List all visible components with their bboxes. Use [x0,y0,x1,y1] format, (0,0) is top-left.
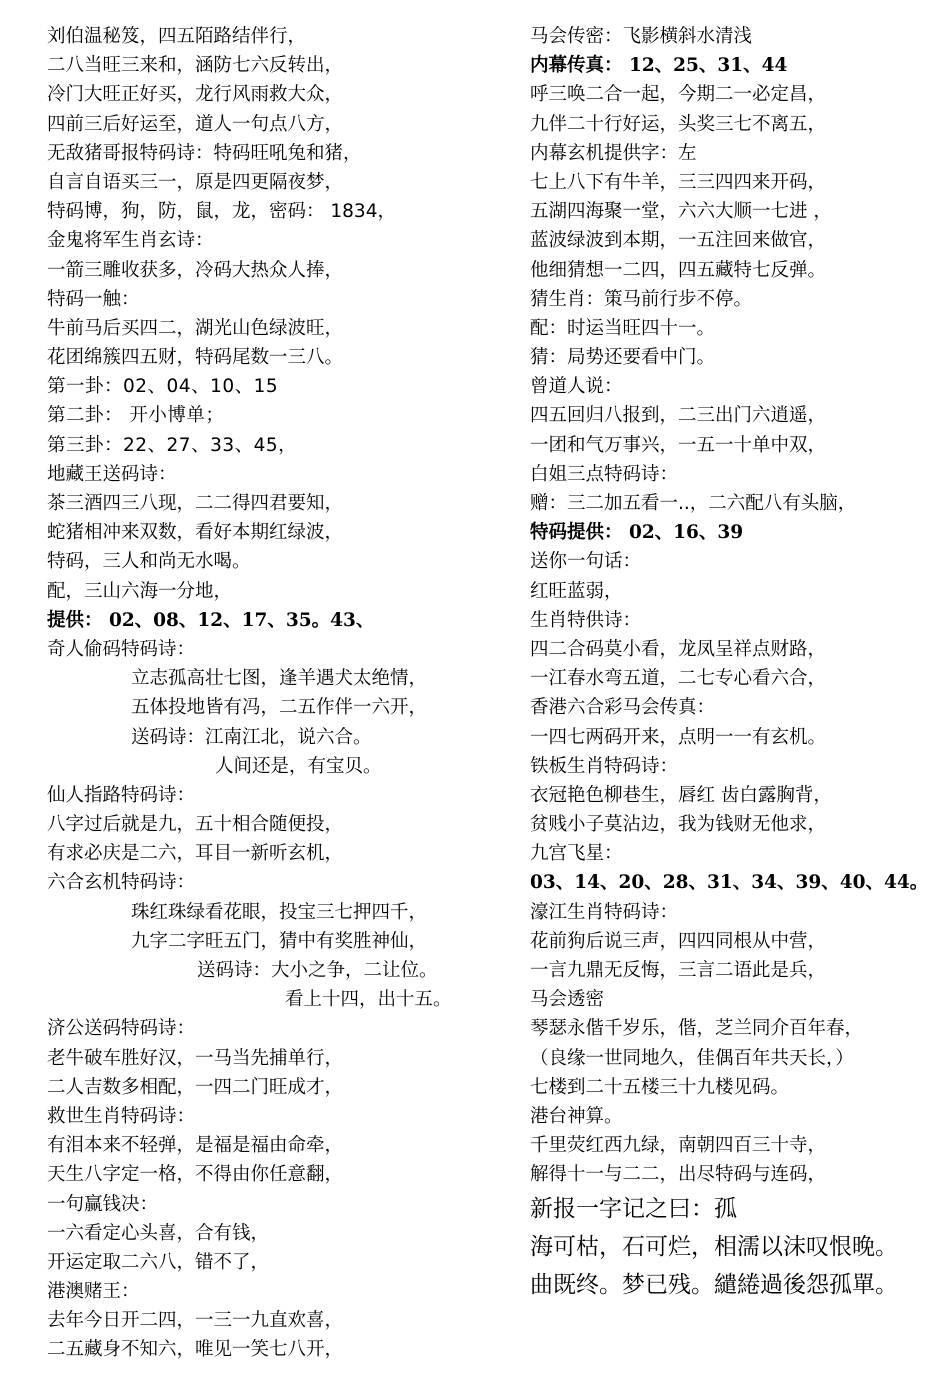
text-line: 冷门大旺正好买，龙行风雨救大众， [47,84,344,106]
text-line: 海可枯，石可烂，相濡以沫叹恨晚。 [530,1233,898,1260]
text-line: 特码，三人和尚无水喝。 [47,551,251,573]
section-heading: 濠江生肖特码诗： [530,901,679,923]
text-line: 送码诗：江南江北，说六合。 [131,726,372,748]
text-line: 赠：三二加五看一..，二六配八有头脑， [530,493,857,514]
text-line: 解得十一与二二，出尽特码与连码， [530,1164,827,1186]
text-line: 曲既终。梦已残。繾綣過後怨孤單。 [530,1271,898,1298]
section-heading: 马会透密 [530,989,605,1011]
text-line: 七上八下有牛羊，三三四四来开码， [530,171,827,193]
section-heading: 香港六合彩马会传真： [530,697,716,719]
text-line: 送码诗：大小之争，二让位。 [197,960,438,981]
text-line: 八字过后就是九，五十相合随便投， [47,814,344,836]
text-line: 蓝波绿波到本期，一五注回来做官， [530,230,827,252]
section-heading: 生肖特供诗： [530,609,642,631]
text-line: 配，三山六海一分地， [47,580,233,602]
text-line: 天生八字定一格，不得由你任意翻， [47,1164,344,1186]
numbers-line: 特码提供： 02、16、39 [530,522,744,544]
text-line: 九字二字旺五门，猜中有奖胜神仙， [131,930,428,952]
text-line: 四五回归八报到，二三出门六逍遥， [530,405,827,427]
text-line: 立志孤高壮七图，逢羊遇犬太绝情， [131,668,428,690]
text-line: 贫贱小子莫沾边，我为钱财无他求， [530,814,827,836]
text-line: 四二合码莫小看，龙凤呈祥点财路， [530,638,827,660]
text-line: 有求必庆是二六，耳目一新听玄机， [47,843,344,865]
text-line: 一六看定心头喜，合有钱， [47,1222,270,1244]
text-line: 一团和气万事兴，一五一十单中双， [530,434,827,456]
text-line: 配：时运当旺四十一。 [530,317,716,339]
text-line: 开运定取二六八，错不了， [47,1251,270,1273]
text-line: 牛前马后买四二，湖光山色绿波旺， [47,317,344,339]
text-line: 二人吉数多相配，一四二门旺成才， [47,1076,344,1098]
text-line: 一江春水弯五道，二七专心看六合， [530,668,827,690]
section-heading: 白姐三点特码诗： [530,463,679,485]
text-line: 他细猜想一二四，四五藏特七反弹。 [530,259,827,281]
section-heading: 济公送码特码诗： [47,1018,196,1040]
text-line: 无敌猪哥报特码诗：特码旺吼兔和猪， [47,142,362,164]
text-line: 二五藏身不知六，唯见一笑七八开， [47,1339,344,1361]
section-heading: 救世生肖特码诗： [47,1105,196,1127]
text-line: （良缘一世同地久，佳偶百年共天长，） [530,1047,854,1069]
text-line: 自言自语买三一，原是四更隔夜梦， [47,171,344,193]
text-line: 第三卦：22、27、33、45， [47,434,298,456]
section-heading: 金鬼将军生肖玄诗： [47,230,214,252]
section-heading: 一句赢钱决： [47,1193,159,1215]
text-line: 呼三唤二合一起，今期二一必定昌， [530,84,827,106]
text-line: 一四七两码开来，点明一一有玄机。 [530,726,827,748]
text-line: 猜生肖：策马前行步不停。 [530,288,753,310]
text-line: 第二卦： 开小博单； [47,405,225,427]
text-line: 九伴二十行好运，头奖三七不离五， [530,113,827,135]
text-line: 花前狗后说三声，四四同根从中营， [530,930,827,952]
section-heading: 铁板生肖特码诗： [530,755,679,777]
text-line: 老牛破车胜好汉，一马当先捕单行， [47,1047,344,1069]
numbers-line: 03、14、20、28、31、34、39、40、44。 [530,872,929,894]
section-heading: 奇人偷码特码诗： [47,638,196,660]
numbers-line: 内幕传真： 12、25、31、44 [530,55,788,77]
text-line: 茶三酒四三八现，二二得四君要知， [47,493,344,514]
text-line: 猜：局势还要看中门。 [530,347,716,369]
section-heading: 九宫飞星： [530,843,623,865]
right-column [530,22,930,1304]
text-line: 第一卦：02、04、10、15 [47,376,279,398]
text-line: 四前三后好运至，道人一句点八方， [47,113,344,135]
section-heading: 仙人指路特码诗： [47,784,196,806]
text-line: 琴瑟永偕千岁乐，偕，芝兰同介百年春， [530,1018,864,1040]
text-line: 红旺蓝弱， [530,580,623,602]
text-line: 一言九鼎无反悔，三言二语此是兵， [530,960,827,981]
text-line: 新报一字记之曰：孤 [530,1195,737,1222]
left-column [47,22,507,1365]
section-heading: 六合玄机特码诗： [47,872,196,894]
text-line: 内幕玄机提供字：左 [530,142,697,164]
text-line: 人间还是，有宝贝。 [215,755,382,777]
text-line: 看上十四，出十五。 [285,989,452,1011]
text-line: 珠红珠绿看花眼，投宝三七押四千， [131,901,428,923]
section-heading: 特码一触： [47,288,140,310]
text-line: 有泪本来不轻弹，是福是福由命牵， [47,1135,344,1157]
text-line: 二八当旺三来和，涵防七六反转出， [47,55,344,77]
text-line: 一箭三雕收获多，冷码大热众人捧， [47,259,344,281]
numbers-line: 提供： 02、08、12、17、35。43、 [47,609,375,631]
text-line: 五湖四海聚一堂，六六大顺一七进 ， [530,201,832,223]
section-heading: 地藏王送码诗： [47,463,177,485]
text-line: 五体投地皆有冯，二五作伴一六开， [131,697,428,719]
section-heading: 曾道人说： [530,376,623,398]
text-line: 蛇猪相冲来双数，看好本期红绿波， [47,522,344,544]
text-line: 去年今日开二四，一三一九直欢喜， [47,1310,344,1332]
section-heading: 港澳赌王： [47,1281,140,1303]
text-line: 刘伯温秘笈，四五陌路结伴行， [47,26,307,47]
text-line: 花团绵簇四五财，特码尾数一三八。 [47,347,344,369]
text-line: 马会传密：飞影横斜水清浅 [530,26,753,47]
section-heading: 送你一句话： [530,551,642,573]
text-line: 衣冠艳色柳巷生，唇红 齿白露胸背， [530,784,832,806]
text-line: 特码博，狗，防，鼠，龙，密码： 1834， [47,201,396,223]
text-line: 千里荧红西九绿，南朝四百三十寺， [530,1135,827,1157]
text-line: 七楼到二十五楼三十九楼见码。 [530,1076,790,1098]
section-heading: 港台神算。 [530,1105,623,1127]
